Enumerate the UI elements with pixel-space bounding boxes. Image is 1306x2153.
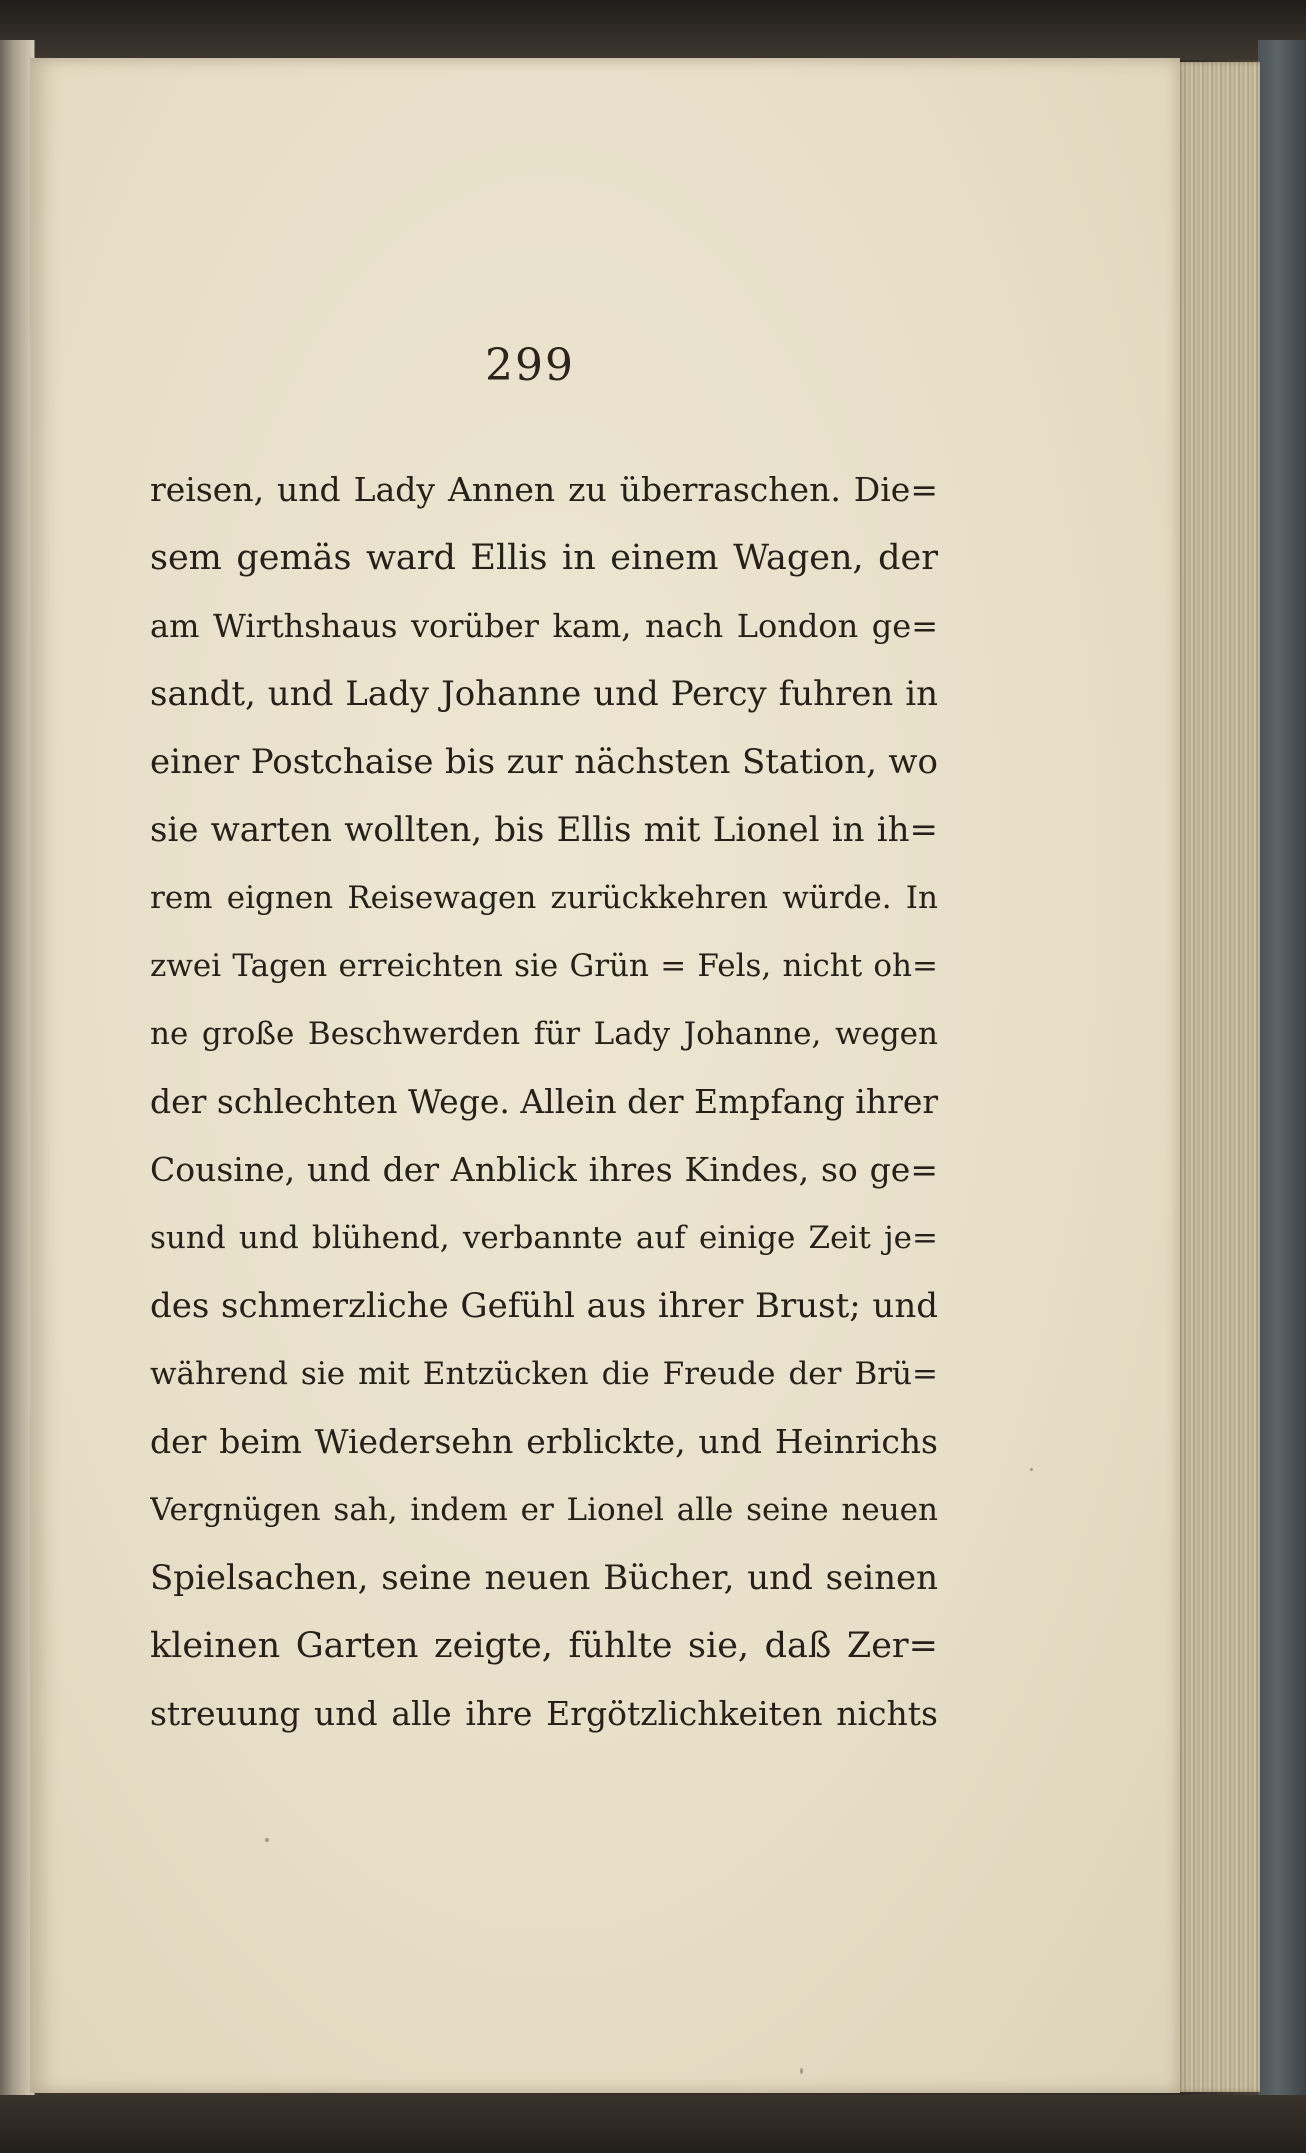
text-line: des schmerzliche Gefühl aus ihrer Brust; und <box>150 1286 938 1326</box>
text-line: Vergnügen sah, indem er Lionel alle seine neuen <box>150 1492 938 1528</box>
book-cover-edge <box>1258 40 1306 2110</box>
page-text <box>150 456 938 1748</box>
text-line: sem gemäs ward Ellis in einem Wagen, der <box>150 538 938 578</box>
text-line: rem eignen Reisewagen zurückkehren würde. In <box>150 880 938 916</box>
text-line: zwei Tagen erreichten sie Grün = Fels, nicht oh= <box>150 948 938 984</box>
text-line: streuung und alle ihre Ergötzlichkeiten nichts <box>150 1694 938 1733</box>
text-line: der schlechten Wege. Allein der Empfang ihrer <box>150 1082 938 1121</box>
paper-speck <box>1030 1468 1033 1471</box>
book-page <box>30 58 1180 2093</box>
paper-speck <box>800 2068 803 2074</box>
text-line: der beim Wiedersehn erblickte, und Heinrichs <box>150 1422 938 1461</box>
scan-top-edge <box>0 0 1306 60</box>
text-line: reisen, und Lady Annen zu überraschen. Die= <box>150 470 938 509</box>
text-line: kleinen Garten zeigte, fühlte sie, daß Zer= <box>150 1626 938 1666</box>
page-block-edges <box>1178 62 1260 2092</box>
text-line: ne große Beschwerden für Lady Johanne, wegen <box>150 1016 938 1052</box>
scan-bottom-edge <box>0 2095 1306 2153</box>
text-line: sie warten wollten, bis Ellis mit Lionel in ih= <box>150 810 938 850</box>
text-line: Spielsachen, seine neuen Bücher, und seinen <box>150 1558 938 1598</box>
paper-speck <box>265 1838 269 1842</box>
text-line: sandt, und Lady Johanne und Percy fuhren in <box>150 674 938 714</box>
text-line: am Wirthshaus vorüber kam, nach London ge= <box>150 607 938 645</box>
text-line: sund und blühend, verbannte auf einige Zeit je= <box>150 1220 938 1256</box>
page-number: 299 <box>485 340 575 391</box>
text-line: einer Postchaise bis zur nächsten Station, wo <box>150 742 938 782</box>
text-line: Cousine, und der Anblick ihres Kindes, so ge= <box>150 1150 938 1189</box>
text-line: während sie mit Entzücken die Freude der Brü= <box>150 1356 938 1392</box>
